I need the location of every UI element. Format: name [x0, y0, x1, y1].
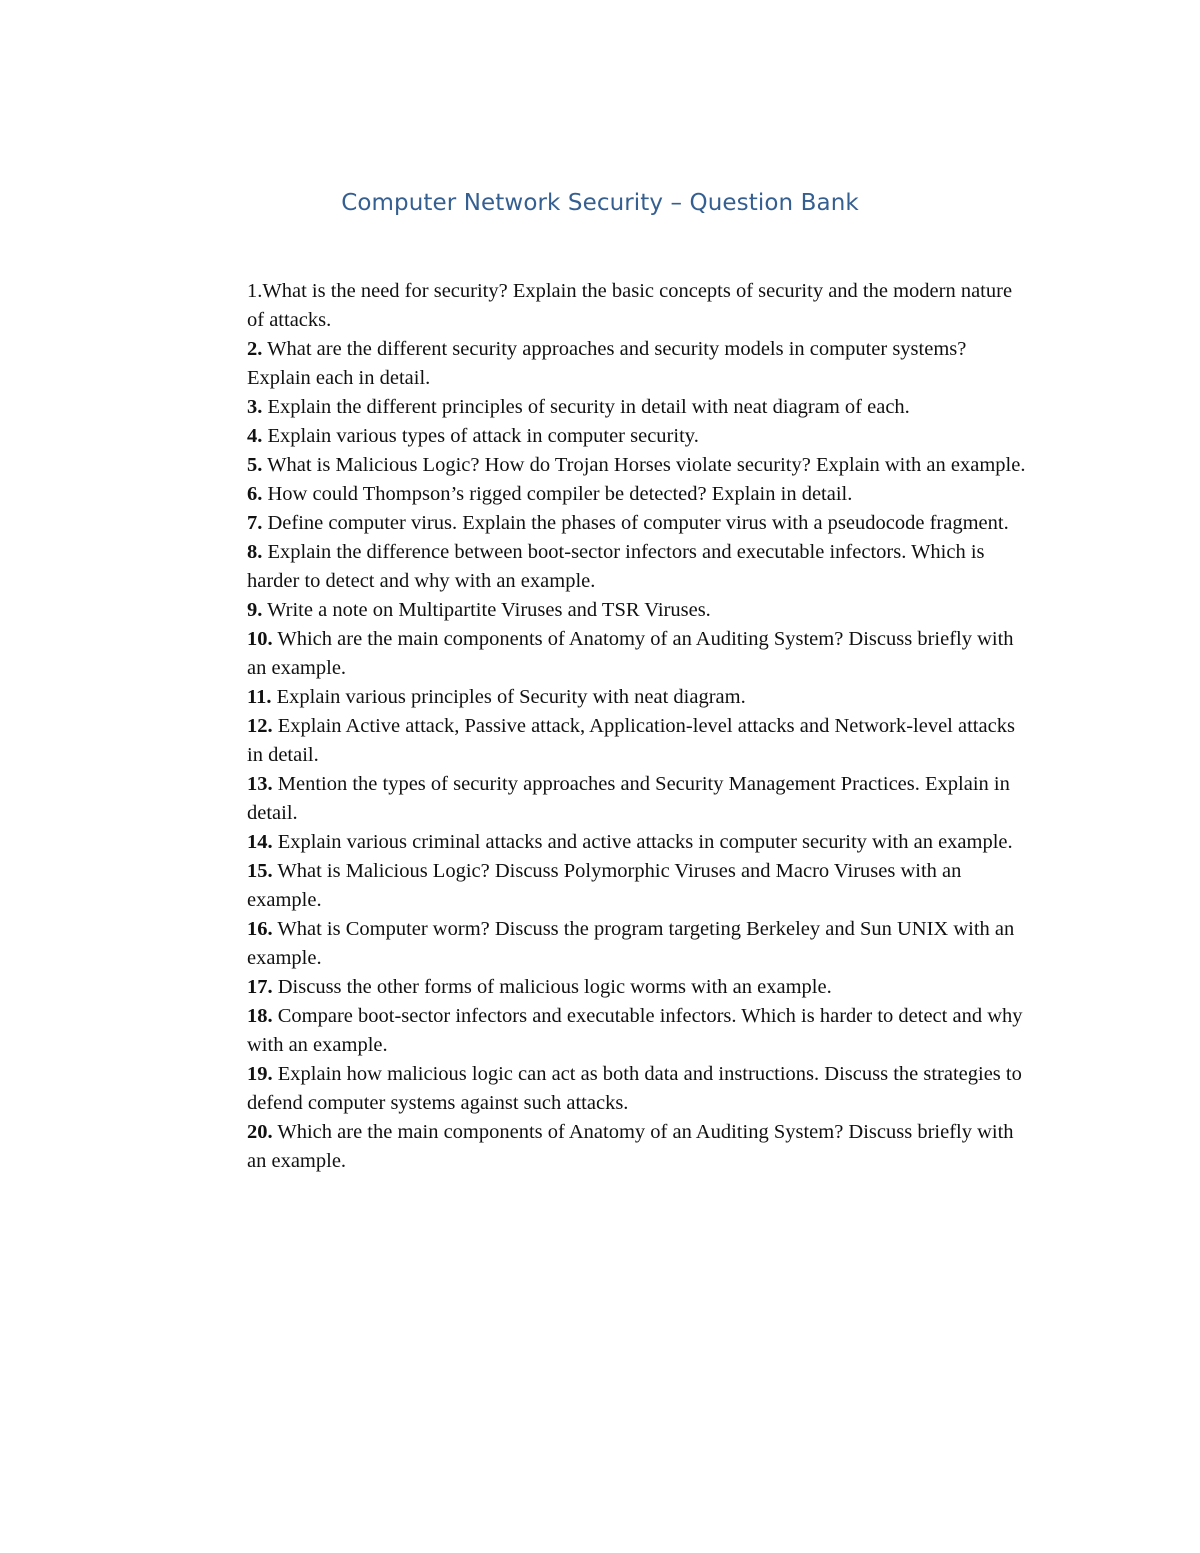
question-number: 5. [247, 454, 263, 476]
question-number: 9. [247, 599, 263, 621]
question-item-20 [247, 1118, 1027, 1176]
question-item-14 [247, 828, 1027, 857]
question-number: 3. [247, 396, 263, 418]
question-item-17 [247, 973, 1027, 1002]
question-number: 6. [247, 483, 263, 505]
question-item-10 [247, 625, 1027, 683]
question-text: Explain the different principles of security in detail with neat diagram of each. [262, 396, 910, 418]
question-text: Which are the main components of Anatomy of an Auditing System? Discuss briefly with an example. [247, 1121, 1014, 1172]
question-text: Discuss the other forms of malicious logic worms with an example. [272, 976, 832, 998]
question-number: 7. [247, 512, 263, 534]
question-item-5 [247, 451, 1027, 480]
question-item-9 [247, 596, 1027, 625]
question-number: 15. [247, 860, 273, 882]
question-text: What is Malicious Logic? Discuss Polymorphic Viruses and Macro Viruses with an example. [247, 860, 962, 911]
question-number: 20. [247, 1121, 273, 1143]
question-item-2 [247, 335, 1027, 393]
question-number: 11. [247, 686, 272, 708]
question-item-11 [247, 683, 1027, 712]
question-item-7 [247, 509, 1027, 538]
question-list [247, 277, 1027, 1176]
question-number: 18. [247, 1005, 273, 1027]
question-number: 2. [247, 338, 263, 360]
question-number: 10. [247, 628, 273, 650]
question-item-19 [247, 1060, 1027, 1118]
question-text: How could Thompson’s rigged compiler be detected? Explain in detail. [262, 483, 853, 505]
question-text: Define computer virus. Explain the phases of computer virus with a pseudocode fragment. [262, 512, 1009, 534]
question-text: What are the different security approaches and security models in computer systems? Explain each in detail. [247, 338, 967, 389]
question-number: 13. [247, 773, 273, 795]
question-text: Explain Active attack, Passive attack, Application-level attacks and Network-level attacks in detail. [247, 715, 1015, 766]
question-item-1 [247, 277, 1027, 335]
question-number: 1. [247, 280, 263, 302]
question-number: 8. [247, 541, 263, 563]
page-title: Computer Network Security – Question Bank [341, 190, 859, 216]
question-item-13 [247, 770, 1027, 828]
question-text: What is Malicious Logic? How do Trojan Horses violate security? Explain with an example. [262, 454, 1026, 476]
question-text: Which are the main components of Anatomy of an Auditing System? Discuss briefly with an example. [247, 628, 1014, 679]
question-item-12 [247, 712, 1027, 770]
question-text: Explain various types of attack in computer security. [262, 425, 699, 447]
question-item-8 [247, 538, 1027, 596]
question-item-6 [247, 480, 1027, 509]
question-number: 12. [247, 715, 273, 737]
question-number: 4. [247, 425, 263, 447]
question-text: Write a note on Multipartite Viruses and TSR Viruses. [262, 599, 711, 621]
question-text: Explain how malicious logic can act as both data and instructions. Discuss the strategies to defend computer systems against such attacks. [247, 1063, 1022, 1114]
question-item-16 [247, 915, 1027, 973]
question-text: What is Computer worm? Discuss the program targeting Berkeley and Sun UNIX with an example. [247, 918, 1015, 969]
question-item-3 [247, 393, 1027, 422]
question-text: Compare boot-sector infectors and executable infectors. Which is harder to detect and why with an example. [247, 1005, 1023, 1056]
question-item-15 [247, 857, 1027, 915]
question-text: Explain various principles of Security with neat diagram. [271, 686, 746, 708]
question-text: What is the need for security? Explain the basic concepts of security and the modern nature of attacks. [247, 280, 1013, 331]
question-number: 17. [247, 976, 273, 998]
question-text: Mention the types of security approaches and Security Management Practices. Explain in detail. [247, 773, 1010, 824]
question-number: 19. [247, 1063, 273, 1085]
question-number: 16. [247, 918, 273, 940]
question-text: Explain various criminal attacks and active attacks in computer security with an example. [272, 831, 1013, 853]
question-item-18 [247, 1002, 1027, 1060]
question-text: Explain the difference between boot-sector infectors and executable infectors. Which is harder to detect and why with an example. [247, 541, 985, 592]
question-item-4 [247, 422, 1027, 451]
question-number: 14. [247, 831, 273, 853]
